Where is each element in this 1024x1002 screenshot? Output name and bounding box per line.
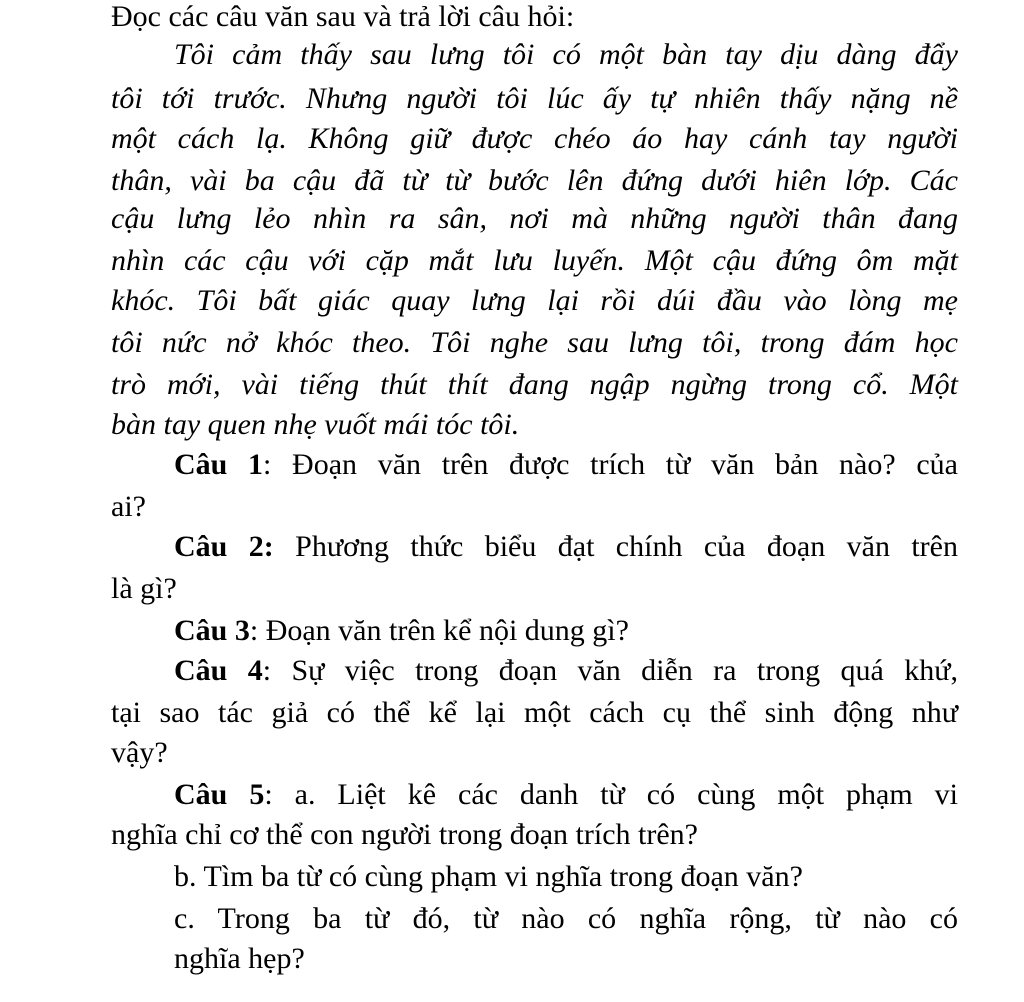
passage-line: trò mới, vài tiếng thút thít đang ngập ngừng trong cổ. Một: [111, 368, 958, 401]
passage-line: nhìn các cậu với cặp mắt lưu luyến. Một cậu đứng ôm mặt: [111, 244, 958, 277]
question-4-label: Câu 4: [174, 654, 263, 687]
question-3-label: Câu 3: [174, 614, 250, 647]
question-1: [174, 446, 958, 484]
question-5-part-b: b. Tìm ba từ có cùng phạm vi nghĩa trong đoạn văn?: [174, 860, 803, 893]
question-2-continuation: là gì?: [111, 572, 177, 605]
question-4-text: : Sự việc trong đoạn văn diễn ra trong quá khứ,: [262, 654, 958, 687]
passage-line: bàn tay quen nhẹ vuốt mái tóc tôi.: [111, 408, 520, 441]
question-4: [174, 652, 958, 690]
passage-line: tôi tới trước. Nhưng người tôi lúc ấy tự nhiên thấy nặng nề: [111, 82, 958, 115]
instruction-line: Đọc các câu văn sau và trả lời câu hỏi:: [111, 0, 575, 33]
question-2: [174, 528, 958, 566]
question-1-label: Câu 1: [174, 448, 264, 481]
question-4-continuation: vậy?: [111, 736, 168, 769]
passage-line: khóc. Tôi bất giác quay lưng lại rồi dúi đầu vào lòng mẹ: [111, 284, 958, 317]
question-5-part-c: c. Trong ba từ đó, từ nào có nghĩa rộng, từ nào có: [174, 902, 958, 935]
passage-line: tôi nức nở khóc theo. Tôi nghe sau lưng tôi, trong đám học: [111, 326, 958, 359]
question-1-text: : Đoạn văn trên được trích từ văn bản nào? của: [263, 448, 958, 481]
question-5-part-c-continuation: nghĩa hẹp?: [174, 942, 305, 975]
question-2-label: Câu 2:: [174, 530, 274, 563]
question-5: [174, 776, 958, 814]
question-1-continuation: ai?: [111, 490, 146, 523]
question-5-text: : a. Liệt kê các danh từ có cùng một phạm vi: [264, 778, 958, 811]
passage-line: cậu lưng lẻo nhìn ra sân, nơi mà những người thân đang: [111, 202, 958, 235]
passage-line: một cách lạ. Không giữ được chéo áo hay cánh tay người: [111, 122, 958, 155]
question-3-text: : Đoạn văn trên kể nội dung gì?: [249, 614, 629, 647]
question-5-continuation: nghĩa chỉ cơ thể con người trong đoạn trích trên?: [111, 818, 698, 851]
question-4-continuation: tại sao tác giả có thể kể lại một cách cụ thể sinh động như: [111, 696, 958, 729]
passage-line: Tôi cảm thấy sau lưng tôi có một bàn tay dịu dàng đẩy: [174, 38, 958, 71]
passage-line: thân, vài ba cậu đã từ từ bước lên đứng dưới hiên lớp. Các: [111, 164, 958, 197]
question-5-label: Câu 5: [174, 778, 265, 811]
question-3: [174, 612, 958, 650]
question-2-text: Phương thức biểu đạt chính của đoạn văn trên: [273, 530, 958, 563]
